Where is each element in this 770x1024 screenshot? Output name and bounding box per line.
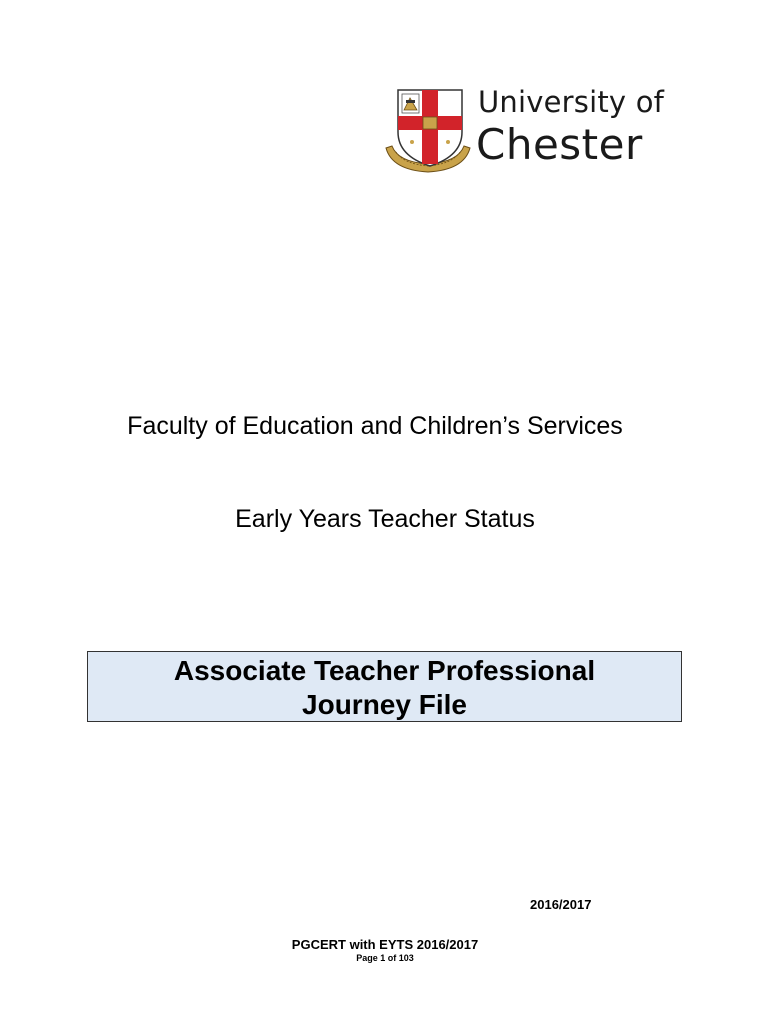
footer-title: PGCERT with EYTS 2016/2017	[291, 937, 479, 952]
status-heading: Early Years Teacher Status	[235, 505, 535, 533]
page-number: Page 1 of 103	[356, 953, 414, 963]
logo-line-chester: Chester	[476, 120, 643, 169]
coat-of-arms-icon	[382, 86, 474, 178]
university-logo	[382, 86, 682, 178]
title-line-2: Journey File	[302, 689, 467, 720]
title-line-1: Associate Teacher Professional	[173, 655, 596, 686]
logo-line-university: University of	[478, 85, 665, 119]
document-title-box	[87, 651, 682, 722]
academic-year: 2016/2017	[530, 897, 592, 912]
faculty-heading: Faculty of Education and Children’s Services	[127, 412, 623, 440]
